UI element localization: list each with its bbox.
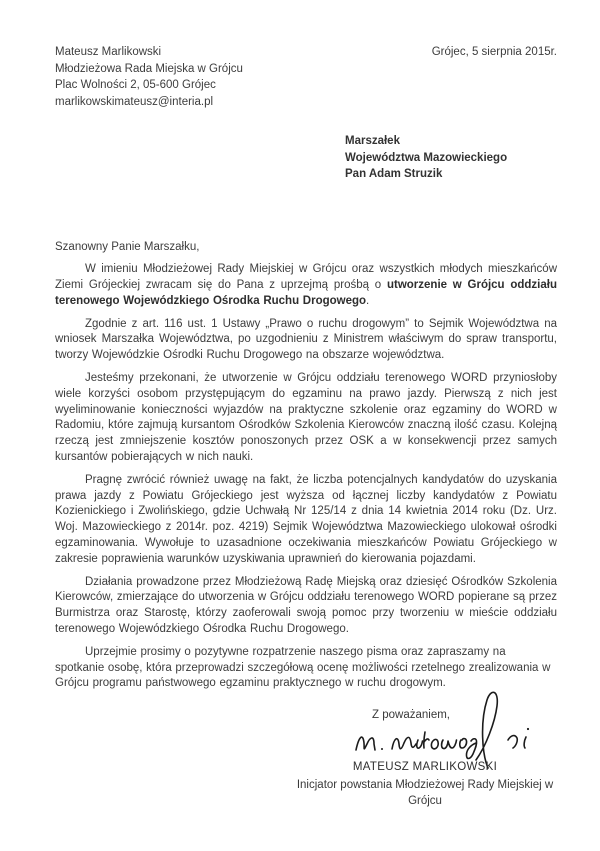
recipient-role: Marszałek <box>345 135 400 147</box>
sender-name: Mateusz Marlikowski <box>55 46 162 58</box>
sender-street-address: Plac Wolności 2, 05-600 Grójec <box>55 79 216 91</box>
letter-paragraph: Zgodnie z art. 116 ust. 1 Ustawy „Prawo o ruchu drogowym” to Sejmik Województwa na wniosek Marszałka Województwa, po uzgodnieniu z Ministrem właściwym do spraw transportu, tworzy Wojewódzkie Ośrodki Ruchu Drogowego na obszarze województwa. <box>55 317 557 362</box>
signature-printed-name: MATEUSZ MARLIKOWSKI <box>352 761 498 773</box>
sender-organization: Młodzieżowa Rada Miejska w Grójcu <box>55 62 243 75</box>
recipient-region: Województwa Mazowieckiego <box>345 151 508 164</box>
letter-paragraph: Pragnę zwrócić również uwagę na fakt, że liczba potencjalnych kandydatów do uzyskania prawa jazdy z Powiatu Grójeckiego jest wyższa od łącznej liczby kandydatów z Powiatu Kozienickiego i Zwolińskiego, gdzie Uchwałą Nr 125/14 z dnia 14 kwietnia 2014 roku (Dz. Urz. Woj. Mazowieckiego z 2014r. poz. 4219) Sejmik Województwa Mazowieckiego ulokował ośrodki egzaminowania. Wywołuje to uzasadnione oczekiwania mieszkańców Powiatu Grójeckiego w zakresie poprawienia warunków uzyskiwania uprawnień do kierowania pojazdami. <box>55 473 557 565</box>
sender-email: marlikowskimateusz@interia.pl <box>55 95 214 108</box>
letter-paragraph-closing-request: Uprzejmie prosimy o pozytywne rozpatrzenie naszego pisma oraz zapraszamy na spotkanie osobę, która przeprowadzi szczegółową ocenę możliwości rzetelnego zrealizowania w Grójcu programu państwowego egzaminu praktycznego w ruchu drogowym. <box>55 645 551 690</box>
paragraph-bold-request: utworzenie w Grójcu oddziału terenowego Wojewódzkiego Ośrodka Ruchu Drogowego <box>55 279 557 307</box>
letter-date: Grójec, 5 sierpnia 2015r. <box>431 46 557 58</box>
recipient-person: Pan Adam Struzik <box>345 168 443 180</box>
letter-paragraph-opening <box>55 262 557 309</box>
letter-paragraph: Jesteśmy przekonani, że utworzenie w Grójcu oddziału terenowego WORD przyniosłoby wiele korzyści osobom przystępującym do egzaminu na prawo jazdy. Pierwszą z nich jest wyeliminowanie konieczności wyjazdów na praktyczne szkolenie oraz egzaminy do WORD w Radomiu, które zajmują kursantom Ośrodków Szkolenia Kierowców znaczną ilość czasu. Kolejną rzeczą jest zmniejszenie kosztów ponoszonych przez OSK a w konsekwencji przez samych kursantów pobierających w nich nauki. <box>55 372 557 464</box>
closing-block <box>270 702 580 822</box>
paragraph-text: . <box>366 294 370 307</box>
paragraph-text: W imieniu Młodzieżowej Rady Miejskiej w Grójcu oraz wszystkich młodych mieszkańców Ziemi Grójeckiej zwracam się do Pana z uprzejmą prośbą o <box>55 263 557 292</box>
salutation: Szanowny Panie Marszałku, <box>55 240 200 253</box>
valediction: Z poważaniem, <box>372 709 450 721</box>
signature-title: Inicjator powstania Młodzieżowej Rady Miejskiej w Grójcu <box>296 779 554 807</box>
letter-paragraph: Działania prowadzone przez Młodzieżową Radę Miejską oraz dziesięć Ośrodków Szkolenia Kierowców, zmierzające do utworzenia w Grójcu oddziału terenowego WORD popierane są przez Burmistrza oraz Starostę, którzy zaoferowali swoją pomoc przy tworzeniu w mieście oddziału terenowego Wojewódzkiego Ośrodka Ruchu Drogowego. <box>55 575 557 636</box>
recipient-address-block <box>345 133 557 183</box>
